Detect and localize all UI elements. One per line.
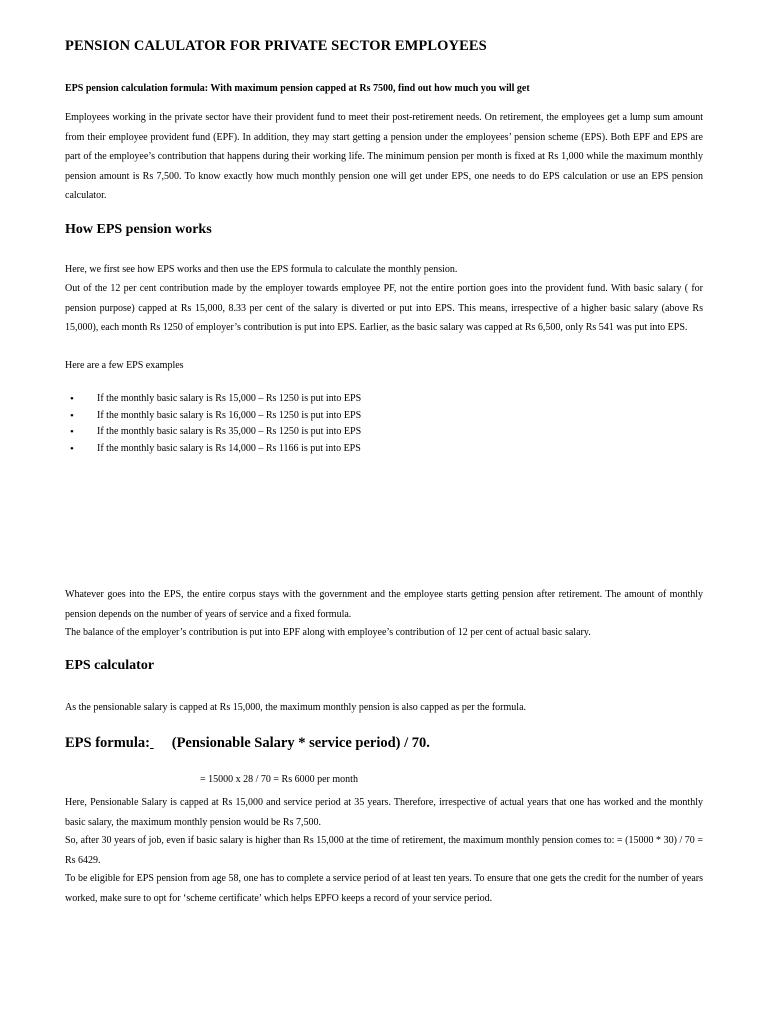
- examples-intro-line: Here are a few EPS examples: [65, 360, 184, 371]
- formula-expression: (Pensionable Salary * service period) / 70.: [171, 735, 430, 751]
- corpus-paragraph: Whatever goes into the EPS, the entire corpus stays with the government and the employee starts getting pension after retirement. The amount of monthly pension depends on the number of years of service and a fixed formula.: [65, 589, 703, 620]
- pensionable-salary-paragraph: Here, Pensionable Salary is capped at Rs 15,000 and service period at 35 years. Therefore, irrespective of actual years that one has worked and the monthly basic salary, the maximum monthly pension would be Rs 7,500.: [65, 797, 703, 828]
- page-title: PENSION CALULATOR FOR PRIVATE SECTOR EMPLOYEES: [65, 38, 487, 54]
- eps-examples-list: [65, 391, 361, 457]
- eps-formula-heading: [65, 735, 430, 752]
- formula-label: EPS formula:: [65, 735, 150, 751]
- bullet-icon: •: [70, 442, 74, 455]
- article-subtitle: EPS pension calculation formula: With maximum pension capped at Rs 7500, find out how much you will get: [65, 83, 530, 94]
- how-eps-intro-line: Here, we first see how EPS works and then use the EPS formula to calculate the monthly pension.: [65, 264, 458, 275]
- intro-paragraph: Employees working in the private sector have their provident fund to meet their post-retirement needs. On retirement, the employees get a lump sum amount from their employee provident fund (EPF). In addition, they may start getting a pension under the employees’ pension scheme (EPS). Both EPF and EPS are part of the employee’s contribution that happens during their working life. The minimum pension per month is fixed at Rs 1,000 while the maximum monthly pension amount is Rs 7,500. To know exactly how much monthly pension one will get under EPS, one needs to do EPS calculation or use an EPS pension calculator.: [65, 112, 703, 201]
- eps-calculator-heading: EPS calculator: [65, 658, 155, 673]
- list-item: • If the monthly basic salary is Rs 35,000 – Rs 1250 is put into EPS: [65, 424, 361, 441]
- formula-calculation: = 15000 x 28 / 70 = Rs 6000 per month: [200, 774, 358, 785]
- bullet-icon: •: [70, 426, 74, 438]
- list-item: • If the monthly basic salary is Rs 14,000 – Rs 1166 is put into EPS: [65, 441, 361, 458]
- how-eps-works-heading: How EPS pension works: [65, 222, 212, 237]
- contribution-paragraph: Out of the 12 per cent contribution made by the employer towards employee PF, not the entire portion goes into the provident fund. With basic salary ( for pension purpose) capped at Rs 15,000, 8.33 per cent of the salary is diverted or put into EPS. This means, irrespective of a higher basic salary (above Rs 15,000), each month Rs 1250 of employer’s contribution is put into EPS. Earlier, as the basic salary was capped at Rs 6,500, only Rs 541 was put into EPS.: [65, 283, 703, 333]
- bullet-icon: •: [70, 393, 74, 405]
- balance-line: The balance of the employer’s contribution is put into EPF along with employee’s contribution of 12 per cent of actual basic salary.: [65, 627, 591, 638]
- formula-separator: [150, 735, 154, 751]
- eligibility-paragraph: To be eligible for EPS pension from age 58, one has to complete a service period of at least ten years. To ensure that one gets the credit for the number of years worked, make sure to opt for ‘scheme certificate’ which helps EPFO keeps a record of your service period.: [65, 873, 703, 904]
- thirty-years-paragraph: So, after 30 years of job, even if basic salary is higher than Rs 15,000 at the time of retirement, the maximum monthly pension comes to: = (15000 * 30) / 70 = Rs 6429.: [65, 835, 703, 866]
- list-item: • If the monthly basic salary is Rs 16,000 – Rs 1250 is put into EPS: [65, 408, 361, 425]
- list-item: • If the monthly basic salary is Rs 15,000 – Rs 1250 is put into EPS: [65, 391, 361, 408]
- bullet-icon: •: [70, 409, 74, 422]
- calculator-intro-line: As the pensionable salary is capped at Rs 15,000, the maximum monthly pension is also capped as per the formula.: [65, 702, 527, 713]
